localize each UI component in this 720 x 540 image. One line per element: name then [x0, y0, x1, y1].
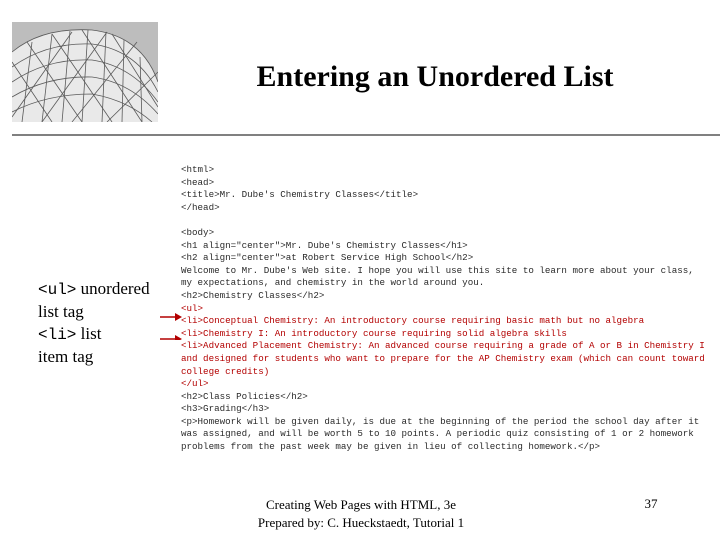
li-label-row-2: item tag — [38, 347, 94, 366]
code-line: </ul> — [181, 378, 209, 390]
code-line: and designed for students who want to prepare for the AP Chemistry exam (which can count toward — [181, 352, 705, 364]
code-line: Welcome to Mr. Dube's Web site. I hope you will use this site to learn more about your class, — [181, 264, 694, 276]
logo-image — [12, 22, 158, 122]
html-code-listing — [181, 164, 711, 454]
code-line: problems from the past week may be given in lieu of collecting homework.</p> — [181, 441, 601, 453]
code-line: was assigned, and will be worth 5 to 10 points. A periodic quiz consisting of 1 or 2 homework — [181, 428, 694, 440]
code-line: <html> — [181, 164, 215, 175]
code-line: <p>Homework will be given daily, is due at the beginning of the period the school day after it — [181, 415, 700, 427]
li-label-row — [38, 323, 150, 346]
code-line: <body> — [181, 226, 215, 238]
code-line: <h2 align="center">at Robert Service High School</h2> — [181, 252, 474, 264]
tag-labels — [38, 278, 150, 368]
code-line: <h2>Chemistry Classes</h2> — [181, 289, 325, 301]
code-line: <head> — [181, 176, 215, 188]
footer-credits — [236, 496, 486, 532]
code-line: <title>Mr. Dube's Chemistry Classes</title> — [181, 189, 419, 201]
footer-book-title: Creating Web Pages with HTML, 3e — [265, 497, 457, 512]
code-line — [181, 214, 711, 227]
code-line: </head> — [181, 201, 220, 213]
ul-label-row-2: list tag — [38, 302, 84, 321]
ul-arrow-icon — [160, 313, 182, 321]
footer-author: Prepared by: C. Hueckstaedt, Tutorial 1 — [257, 515, 465, 530]
code-line: <h1 align="center">Mr. Dube's Chemistry Classes</h1> — [181, 239, 468, 251]
pointer-arrows — [160, 300, 182, 340]
code-line: college credits) — [181, 365, 270, 377]
code-line: <li>Conceptual Chemistry: An introductory course requiring basic math but no algebra — [181, 315, 645, 327]
ul-tag-code: <ul> — [38, 281, 77, 299]
code-line: <ul> — [181, 302, 204, 314]
divider-line — [12, 134, 720, 136]
code-line: <li>Advanced Placement Chemistry: An advanced course requiring a grade of A or B in Chemistry I — [181, 340, 705, 352]
page-number: 37 — [644, 496, 658, 511]
ul-label-row — [38, 278, 150, 301]
code-line: <h3>Grading</h3> — [181, 403, 270, 415]
li-tag-code: <li> — [38, 326, 77, 344]
code-line: <h2>Class Policies</h2> — [181, 390, 308, 402]
slide-title: Entering an Unordered List — [256, 60, 614, 93]
ul-label-text: unordered — [76, 279, 150, 298]
li-arrow-icon — [160, 335, 182, 340]
li-label-text: list — [76, 324, 102, 343]
code-line: my expectations, and chemistry in the world around you. — [181, 277, 485, 289]
code-line: <li>Chemistry I: An introductory course requiring solid algebra skills — [181, 327, 567, 339]
